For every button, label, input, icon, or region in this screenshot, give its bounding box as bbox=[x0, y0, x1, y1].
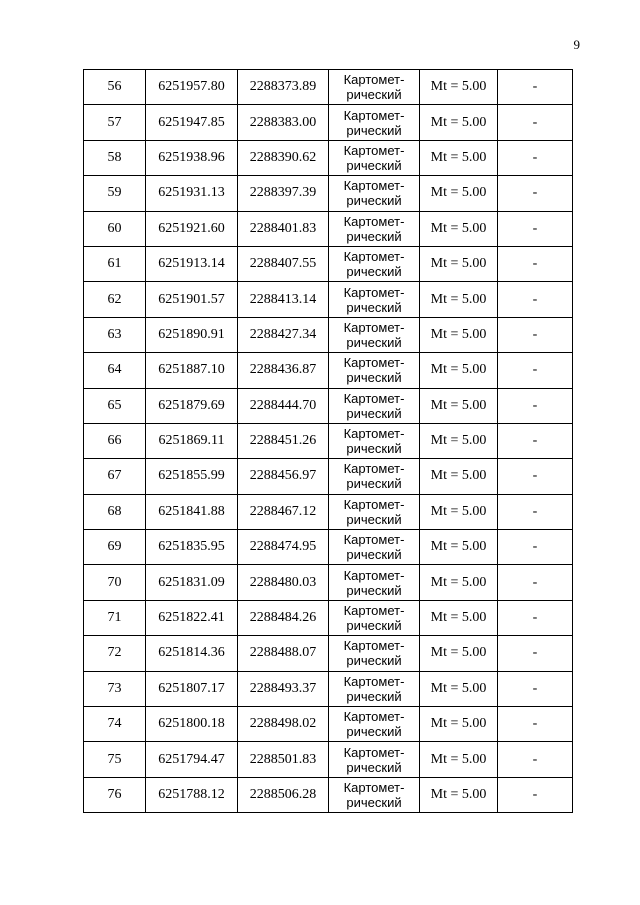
method-cell bbox=[329, 494, 420, 529]
y-coordinate-cell: 2288484.26 bbox=[238, 600, 329, 635]
method-line-2: рический bbox=[346, 476, 402, 492]
method-line-1: Картомет- bbox=[343, 355, 405, 371]
table-row bbox=[84, 530, 573, 565]
y-coordinate-cell: 2288506.28 bbox=[238, 777, 329, 812]
x-coordinate-cell: 6251957.80 bbox=[146, 70, 238, 105]
note-cell: - bbox=[498, 246, 573, 281]
method-cell bbox=[329, 636, 420, 671]
accuracy-cell: Mt = 5.00 bbox=[420, 140, 498, 175]
y-coordinate-cell: 2288413.14 bbox=[238, 282, 329, 317]
y-coordinate-cell: 2288407.55 bbox=[238, 246, 329, 281]
x-coordinate-cell: 6251931.13 bbox=[146, 176, 238, 211]
method-line-2: рический bbox=[346, 334, 402, 350]
accuracy-cell: Mt = 5.00 bbox=[420, 388, 498, 423]
table-row bbox=[84, 140, 573, 175]
accuracy-cell: Mt = 5.00 bbox=[420, 246, 498, 281]
method-line-2: рический bbox=[346, 724, 402, 740]
method-line-2: рический bbox=[346, 688, 402, 704]
note-cell: - bbox=[498, 459, 573, 494]
x-coordinate-cell: 6251869.11 bbox=[146, 423, 238, 458]
coordinates-table bbox=[83, 69, 573, 813]
method-cell bbox=[329, 671, 420, 706]
x-coordinate-cell: 6251814.36 bbox=[146, 636, 238, 671]
accuracy-cell: Mt = 5.00 bbox=[420, 565, 498, 600]
method-line-1: Картомет- bbox=[343, 638, 405, 654]
method-cell bbox=[329, 105, 420, 140]
x-coordinate-cell: 6251800.18 bbox=[146, 707, 238, 742]
accuracy-cell: Mt = 5.00 bbox=[420, 707, 498, 742]
note-cell: - bbox=[498, 105, 573, 140]
point-number-cell: 75 bbox=[84, 742, 146, 777]
method-cell bbox=[329, 282, 420, 317]
y-coordinate-cell: 2288401.83 bbox=[238, 211, 329, 246]
accuracy-cell: Mt = 5.00 bbox=[420, 211, 498, 246]
table-row bbox=[84, 671, 573, 706]
x-coordinate-cell: 6251887.10 bbox=[146, 353, 238, 388]
method-line-1: Картомет- bbox=[343, 673, 405, 689]
x-coordinate-cell: 6251901.57 bbox=[146, 282, 238, 317]
method-line-1: Картомет- bbox=[343, 249, 405, 265]
method-line-2: рический bbox=[346, 264, 402, 280]
method-line-2: рический bbox=[346, 547, 402, 563]
note-cell: - bbox=[498, 282, 573, 317]
y-coordinate-cell: 2288493.37 bbox=[238, 671, 329, 706]
note-cell: - bbox=[498, 600, 573, 635]
y-coordinate-cell: 2288373.89 bbox=[238, 70, 329, 105]
accuracy-cell: Mt = 5.00 bbox=[420, 742, 498, 777]
point-number-cell: 70 bbox=[84, 565, 146, 600]
table-row bbox=[84, 105, 573, 140]
point-number-cell: 71 bbox=[84, 600, 146, 635]
method-line-2: рический bbox=[346, 441, 402, 457]
method-cell bbox=[329, 176, 420, 211]
y-coordinate-cell: 2288397.39 bbox=[238, 176, 329, 211]
method-line-1: Картомет- bbox=[343, 319, 405, 335]
method-line-2: рический bbox=[346, 299, 402, 315]
method-line-2: рический bbox=[346, 618, 402, 634]
accuracy-cell: Mt = 5.00 bbox=[420, 636, 498, 671]
table-row bbox=[84, 423, 573, 458]
table-row bbox=[84, 600, 573, 635]
note-cell: - bbox=[498, 388, 573, 423]
x-coordinate-cell: 6251807.17 bbox=[146, 671, 238, 706]
y-coordinate-cell: 2288480.03 bbox=[238, 565, 329, 600]
method-line-2: рический bbox=[346, 582, 402, 598]
x-coordinate-cell: 6251921.60 bbox=[146, 211, 238, 246]
x-coordinate-cell: 6251841.88 bbox=[146, 494, 238, 529]
note-cell: - bbox=[498, 494, 573, 529]
y-coordinate-cell: 2288474.95 bbox=[238, 530, 329, 565]
table-row bbox=[84, 707, 573, 742]
method-line-1: Картомет- bbox=[343, 532, 405, 548]
x-coordinate-cell: 6251788.12 bbox=[146, 777, 238, 812]
table-row bbox=[84, 565, 573, 600]
table-row bbox=[84, 742, 573, 777]
method-cell bbox=[329, 317, 420, 352]
point-number-cell: 61 bbox=[84, 246, 146, 281]
method-line-2: рический bbox=[346, 511, 402, 527]
x-coordinate-cell: 6251938.96 bbox=[146, 140, 238, 175]
accuracy-cell: Mt = 5.00 bbox=[420, 494, 498, 529]
point-number-cell: 60 bbox=[84, 211, 146, 246]
x-coordinate-cell: 6251835.95 bbox=[146, 530, 238, 565]
method-line-1: Картомет- bbox=[343, 780, 405, 795]
y-coordinate-cell: 2288467.12 bbox=[238, 494, 329, 529]
y-coordinate-cell: 2288456.97 bbox=[238, 459, 329, 494]
method-line-2: рический bbox=[346, 370, 402, 386]
y-coordinate-cell: 2288436.87 bbox=[238, 353, 329, 388]
y-coordinate-cell: 2288451.26 bbox=[238, 423, 329, 458]
accuracy-cell: Mt = 5.00 bbox=[420, 777, 498, 812]
table-row bbox=[84, 388, 573, 423]
x-coordinate-cell: 6251822.41 bbox=[146, 600, 238, 635]
accuracy-cell: Mt = 5.00 bbox=[420, 282, 498, 317]
method-cell bbox=[329, 707, 420, 742]
method-cell bbox=[329, 353, 420, 388]
method-cell bbox=[329, 459, 420, 494]
y-coordinate-cell: 2288488.07 bbox=[238, 636, 329, 671]
table-row bbox=[84, 777, 573, 812]
accuracy-cell: Mt = 5.00 bbox=[420, 423, 498, 458]
method-line-2: рический bbox=[346, 759, 402, 775]
note-cell: - bbox=[498, 317, 573, 352]
note-cell: - bbox=[498, 211, 573, 246]
table-row bbox=[84, 459, 573, 494]
method-cell bbox=[329, 600, 420, 635]
point-number-cell: 65 bbox=[84, 388, 146, 423]
method-cell bbox=[329, 777, 420, 812]
table-row bbox=[84, 353, 573, 388]
method-line-1: Картомет- bbox=[343, 709, 405, 725]
method-line-1: Картомет- bbox=[343, 213, 405, 229]
point-number-cell: 56 bbox=[84, 70, 146, 105]
point-number-cell: 68 bbox=[84, 494, 146, 529]
method-cell bbox=[329, 140, 420, 175]
note-cell: - bbox=[498, 777, 573, 812]
accuracy-cell: Mt = 5.00 bbox=[420, 600, 498, 635]
y-coordinate-cell: 2288427.34 bbox=[238, 317, 329, 352]
accuracy-cell: Mt = 5.00 bbox=[420, 176, 498, 211]
method-cell bbox=[329, 70, 420, 105]
point-number-cell: 66 bbox=[84, 423, 146, 458]
point-number-cell: 63 bbox=[84, 317, 146, 352]
method-line-1: Картомет- bbox=[343, 461, 405, 477]
point-number-cell: 57 bbox=[84, 105, 146, 140]
accuracy-cell: Mt = 5.00 bbox=[420, 530, 498, 565]
method-line-1: Картомет- bbox=[343, 744, 405, 760]
point-number-cell: 58 bbox=[84, 140, 146, 175]
point-number-cell: 64 bbox=[84, 353, 146, 388]
x-coordinate-cell: 6251947.85 bbox=[146, 105, 238, 140]
method-cell bbox=[329, 565, 420, 600]
accuracy-cell: Mt = 5.00 bbox=[420, 459, 498, 494]
method-line-1: Картомет- bbox=[343, 284, 405, 300]
accuracy-cell: Mt = 5.00 bbox=[420, 671, 498, 706]
note-cell: - bbox=[498, 742, 573, 777]
coordinates-table-body bbox=[84, 70, 573, 813]
method-line-2: рический bbox=[346, 87, 402, 103]
table-row bbox=[84, 317, 573, 352]
note-cell: - bbox=[498, 707, 573, 742]
method-line-2: рический bbox=[346, 795, 402, 810]
x-coordinate-cell: 6251855.99 bbox=[146, 459, 238, 494]
point-number-cell: 74 bbox=[84, 707, 146, 742]
x-coordinate-cell: 6251831.09 bbox=[146, 565, 238, 600]
y-coordinate-cell: 2288383.00 bbox=[238, 105, 329, 140]
point-number-cell: 69 bbox=[84, 530, 146, 565]
method-line-2: рический bbox=[346, 193, 402, 209]
method-line-1: Картомет- bbox=[343, 390, 405, 406]
method-line-1: Картомет- bbox=[343, 603, 405, 619]
accuracy-cell: Mt = 5.00 bbox=[420, 105, 498, 140]
method-line-1: Картомет- bbox=[343, 426, 405, 442]
x-coordinate-cell: 6251794.47 bbox=[146, 742, 238, 777]
accuracy-cell: Mt = 5.00 bbox=[420, 353, 498, 388]
x-coordinate-cell: 6251913.14 bbox=[146, 246, 238, 281]
method-cell bbox=[329, 742, 420, 777]
point-number-cell: 62 bbox=[84, 282, 146, 317]
table-row bbox=[84, 70, 573, 105]
method-cell bbox=[329, 423, 420, 458]
method-cell bbox=[329, 388, 420, 423]
y-coordinate-cell: 2288444.70 bbox=[238, 388, 329, 423]
method-line-1: Картомет- bbox=[343, 567, 405, 583]
note-cell: - bbox=[498, 140, 573, 175]
note-cell: - bbox=[498, 530, 573, 565]
accuracy-cell: Mt = 5.00 bbox=[420, 70, 498, 105]
note-cell: - bbox=[498, 565, 573, 600]
table-row bbox=[84, 282, 573, 317]
point-number-cell: 59 bbox=[84, 176, 146, 211]
method-line-1: Картомет- bbox=[343, 72, 405, 88]
point-number-cell: 67 bbox=[84, 459, 146, 494]
table-row bbox=[84, 176, 573, 211]
y-coordinate-cell: 2288390.62 bbox=[238, 140, 329, 175]
note-cell: - bbox=[498, 176, 573, 211]
table-row bbox=[84, 246, 573, 281]
point-number-cell: 72 bbox=[84, 636, 146, 671]
method-line-1: Картомет- bbox=[343, 496, 405, 512]
method-cell bbox=[329, 246, 420, 281]
method-line-1: Картомет- bbox=[343, 107, 405, 123]
note-cell: - bbox=[498, 636, 573, 671]
table-row bbox=[84, 211, 573, 246]
method-cell bbox=[329, 211, 420, 246]
method-line-1: Картомет- bbox=[343, 142, 405, 158]
method-cell bbox=[329, 530, 420, 565]
method-line-2: рический bbox=[346, 653, 402, 669]
method-line-2: рический bbox=[346, 228, 402, 244]
table-row bbox=[84, 636, 573, 671]
accuracy-cell: Mt = 5.00 bbox=[420, 317, 498, 352]
method-line-1: Картомет- bbox=[343, 178, 405, 194]
note-cell: - bbox=[498, 671, 573, 706]
note-cell: - bbox=[498, 423, 573, 458]
note-cell: - bbox=[498, 353, 573, 388]
method-line-2: рический bbox=[346, 157, 402, 173]
page-number: 9 bbox=[573, 37, 580, 52]
y-coordinate-cell: 2288501.83 bbox=[238, 742, 329, 777]
point-number-cell: 76 bbox=[84, 777, 146, 812]
note-cell: - bbox=[498, 70, 573, 105]
method-line-2: рический bbox=[346, 122, 402, 138]
x-coordinate-cell: 6251879.69 bbox=[146, 388, 238, 423]
method-line-2: рический bbox=[346, 405, 402, 421]
point-number-cell: 73 bbox=[84, 671, 146, 706]
x-coordinate-cell: 6251890.91 bbox=[146, 317, 238, 352]
table-row bbox=[84, 494, 573, 529]
y-coordinate-cell: 2288498.02 bbox=[238, 707, 329, 742]
